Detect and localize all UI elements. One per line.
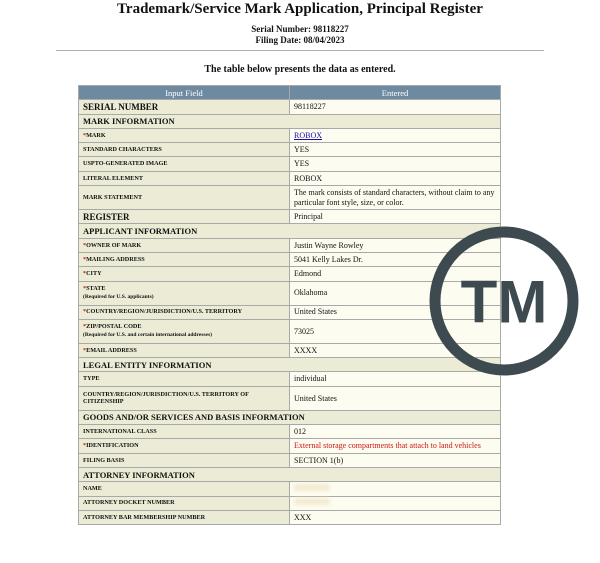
required-marker: * bbox=[83, 442, 87, 450]
section-row bbox=[79, 410, 501, 424]
country-label: *COUNTRY/REGION/JURISDICTION/U.S. TERRITORY bbox=[79, 305, 290, 319]
literal-element-value: ROBOX bbox=[290, 171, 501, 185]
required-marker: * bbox=[83, 308, 87, 316]
table-row bbox=[79, 100, 501, 114]
table-row bbox=[79, 210, 501, 224]
attorney-name-label: NAME bbox=[79, 482, 290, 496]
page-title: Trademark/Service Mark Application, Principal Register bbox=[117, 1, 483, 17]
column-header-entered: Entered bbox=[290, 86, 501, 100]
mark-statement-label: MARK STATEMENT bbox=[79, 186, 290, 210]
state-note: (Required for U.S. applicants) bbox=[83, 293, 154, 300]
trademark-symbol-icon bbox=[428, 225, 580, 377]
redacted-value bbox=[294, 498, 330, 505]
serial-number-line: Serial Number: 98118227 bbox=[251, 24, 349, 34]
required-marker: * bbox=[83, 323, 87, 331]
owner-value: Justin Wayne Rowley bbox=[290, 238, 501, 252]
table-row bbox=[79, 453, 501, 467]
table-row bbox=[79, 157, 501, 171]
register-label: REGISTER bbox=[79, 210, 290, 224]
attorney-information-heading: ATTORNEY INFORMATION bbox=[79, 467, 501, 481]
email-value: XXXX bbox=[290, 343, 501, 357]
standard-characters-value: YES bbox=[290, 143, 501, 157]
city-value: Edmond bbox=[290, 267, 501, 281]
attorney-docket-label: ATTORNEY DOCKET NUMBER bbox=[79, 496, 290, 510]
serial-number-label: SERIAL NUMBER bbox=[79, 100, 290, 114]
state-value: Oklahoma bbox=[290, 281, 501, 305]
required-marker: * bbox=[83, 270, 87, 278]
city-label: *CITY bbox=[79, 267, 290, 281]
table-row bbox=[79, 386, 501, 410]
table-row bbox=[79, 128, 501, 142]
zip-value: 73025 bbox=[290, 319, 501, 343]
mark-statement-value: The mark consists of standard characters, without claim to any particular font style, size, or color. bbox=[290, 186, 501, 210]
register-value: Principal bbox=[290, 210, 501, 224]
applicant-information-heading: APPLICANT INFORMATION bbox=[79, 224, 501, 238]
section-row bbox=[79, 114, 501, 128]
table-row bbox=[79, 482, 501, 496]
international-class-value: 012 bbox=[290, 425, 501, 439]
column-header-input-field: Input Field bbox=[79, 86, 290, 100]
table-row bbox=[79, 171, 501, 185]
filing-date-line: Filing Date: 08/04/2023 bbox=[255, 35, 345, 45]
legal-entity-heading: LEGAL ENTITY INFORMATION bbox=[79, 358, 501, 372]
attorney-docket-value bbox=[290, 496, 501, 510]
filing-basis-label: FILING BASIS bbox=[79, 453, 290, 467]
table-row bbox=[79, 425, 501, 439]
mark-link[interactable]: ROBOX bbox=[294, 130, 323, 140]
required-marker: * bbox=[83, 241, 87, 249]
redacted-value bbox=[294, 484, 330, 491]
mark-label: *MARK bbox=[79, 128, 290, 142]
international-class-label: INTERNATIONAL CLASS bbox=[79, 425, 290, 439]
trademark-text: TM bbox=[460, 268, 548, 336]
table-row bbox=[79, 439, 501, 453]
identification-value: External storage compartments that attach to land vehicles bbox=[290, 439, 501, 453]
citizenship-label: COUNTRY/REGION/JURISDICTION/U.S. TERRITORY OF CITIZENSHIP bbox=[79, 386, 290, 410]
zip-label: *ZIP/POSTAL CODE (Required for U.S. and certain international addresses) bbox=[79, 319, 290, 343]
attorney-bar-label: ATTORNEY BAR MEMBERSHIP NUMBER bbox=[79, 510, 290, 524]
mark-value-cell bbox=[290, 128, 501, 142]
required-marker: * bbox=[83, 131, 87, 139]
standard-characters-label: STANDARD CHARACTERS bbox=[79, 143, 290, 157]
country-value: United States bbox=[290, 305, 501, 319]
serial-number-value: 98118227 bbox=[290, 100, 501, 114]
type-value: individual bbox=[290, 372, 501, 386]
goods-services-heading: GOODS AND/OR SERVICES AND BASIS INFORMATION bbox=[79, 410, 501, 424]
zip-note: (Required for U.S. and certain international addresses) bbox=[83, 331, 212, 338]
table-row bbox=[79, 496, 501, 510]
table-row bbox=[79, 143, 501, 157]
filing-meta bbox=[0, 24, 600, 46]
attorney-name-value bbox=[290, 482, 501, 496]
intro-text: The table below presents the data as entered. bbox=[204, 64, 396, 75]
state-label: *STATE (Required for U.S. applicants) bbox=[79, 281, 290, 305]
table-row bbox=[79, 510, 501, 524]
citizenship-value: United States bbox=[290, 386, 501, 410]
divider bbox=[56, 50, 544, 51]
table-row bbox=[79, 186, 501, 210]
filing-basis-value: SECTION 1(b) bbox=[290, 453, 501, 467]
required-marker: * bbox=[83, 255, 87, 263]
table-header-row bbox=[79, 86, 501, 100]
owner-label: *OWNER OF MARK bbox=[79, 238, 290, 252]
email-label: *EMAIL ADDRESS bbox=[79, 343, 290, 357]
mailing-address-value: 5041 Kelly Lakes Dr. bbox=[290, 252, 501, 266]
uspto-image-label: USPTO-GENERATED IMAGE bbox=[79, 157, 290, 171]
section-row bbox=[79, 467, 501, 481]
uspto-image-value: YES bbox=[290, 157, 501, 171]
required-marker: * bbox=[83, 346, 87, 354]
mark-information-heading: MARK INFORMATION bbox=[79, 114, 501, 128]
mailing-address-label: *MAILING ADDRESS bbox=[79, 252, 290, 266]
type-label: TYPE bbox=[79, 372, 290, 386]
identification-label: *IDENTIFICATION bbox=[79, 439, 290, 453]
attorney-bar-value: XXX bbox=[290, 510, 501, 524]
literal-element-label: LITERAL ELEMENT bbox=[79, 171, 290, 185]
required-marker: * bbox=[83, 285, 87, 293]
